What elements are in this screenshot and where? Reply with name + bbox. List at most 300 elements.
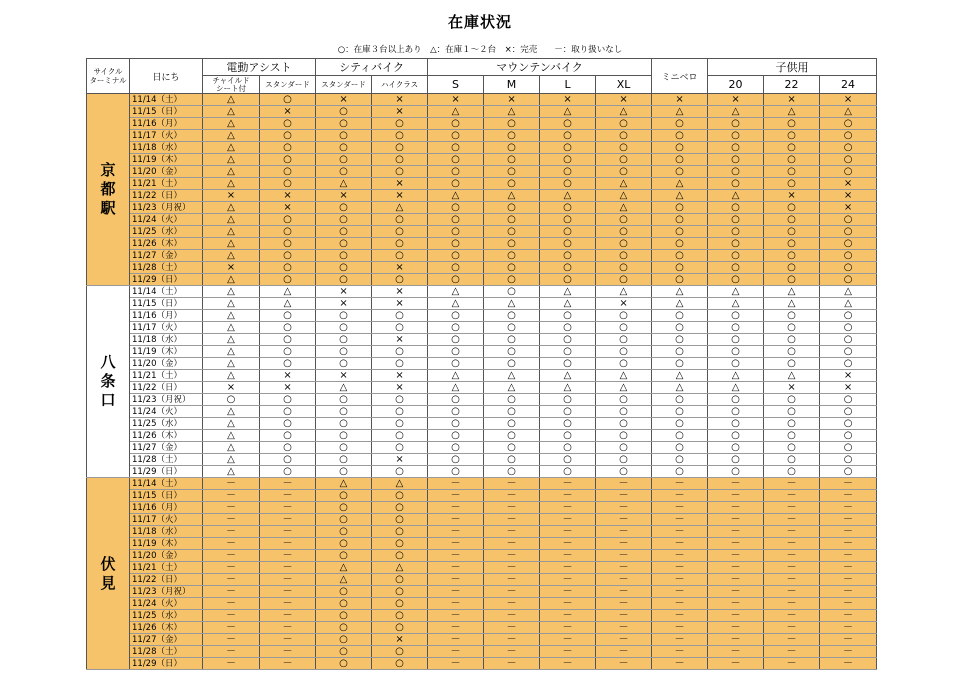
date-cell: 11/21（土） <box>130 562 203 574</box>
date-cell: 11/24（火） <box>130 406 203 418</box>
stock-cell: △ <box>484 370 540 382</box>
date-cell: 11/28（土） <box>130 454 203 466</box>
stock-cell: ○ <box>316 598 372 610</box>
stock-cell: △ <box>203 94 260 106</box>
stock-cell: － <box>596 526 652 538</box>
stock-cell: ○ <box>820 334 877 346</box>
stock-cell: △ <box>316 178 372 190</box>
sub-header-child-seat: チャイルド シート付 <box>203 76 260 94</box>
table-row <box>87 142 877 154</box>
stock-cell: － <box>260 550 316 562</box>
stock-cell: ○ <box>764 442 820 454</box>
table-row <box>87 466 877 478</box>
sub-header-size-s: S <box>428 76 484 94</box>
stock-cell: × <box>372 634 428 646</box>
table-row <box>87 562 877 574</box>
stock-cell: － <box>484 514 540 526</box>
stock-cell: ○ <box>764 262 820 274</box>
stock-cell: ○ <box>652 130 708 142</box>
stock-cell: × <box>316 298 372 310</box>
stock-cell: ○ <box>596 214 652 226</box>
stock-cell: ○ <box>260 118 316 130</box>
stock-cell: △ <box>203 178 260 190</box>
stock-cell: － <box>820 574 877 586</box>
stock-cell: － <box>484 538 540 550</box>
stock-cell: △ <box>652 178 708 190</box>
stock-cell: ○ <box>484 430 540 442</box>
date-cell: 11/26（木） <box>130 238 203 250</box>
sub-header-high-class: ハイクラス <box>372 76 428 94</box>
stock-cell: ○ <box>316 358 372 370</box>
stock-cell: － <box>820 526 877 538</box>
stock-cell: ○ <box>820 418 877 430</box>
stock-cell: － <box>708 538 764 550</box>
terminal-name <box>87 94 130 286</box>
stock-cell: ○ <box>708 142 764 154</box>
stock-cell: ○ <box>484 226 540 238</box>
table-row <box>87 190 877 202</box>
stock-cell: ○ <box>820 394 877 406</box>
stock-cell: ○ <box>428 310 484 322</box>
stock-cell: － <box>203 562 260 574</box>
stock-cell: ○ <box>260 238 316 250</box>
stock-cell: ○ <box>820 214 877 226</box>
stock-cell: ○ <box>540 358 596 370</box>
stock-cell: － <box>428 514 484 526</box>
stock-cell: － <box>708 574 764 586</box>
stock-cell: △ <box>372 562 428 574</box>
stock-cell: △ <box>596 286 652 298</box>
stock-cell: × <box>484 94 540 106</box>
stock-cell: △ <box>540 382 596 394</box>
stock-cell: ○ <box>820 154 877 166</box>
stock-cell: ○ <box>652 166 708 178</box>
stock-cell: ○ <box>764 322 820 334</box>
stock-cell: × <box>316 94 372 106</box>
stock-cell: － <box>820 562 877 574</box>
date-cell: 11/18（水） <box>130 526 203 538</box>
stock-cell: ○ <box>428 130 484 142</box>
stock-cell: ○ <box>708 346 764 358</box>
date-cell: 11/16（月） <box>130 310 203 322</box>
table-row <box>87 94 877 106</box>
date-cell: 11/14（土） <box>130 478 203 490</box>
stock-cell: ○ <box>260 142 316 154</box>
stock-cell: ○ <box>372 610 428 622</box>
stock-cell: × <box>652 94 708 106</box>
stock-cell: ○ <box>428 118 484 130</box>
stock-cell: ○ <box>820 454 877 466</box>
stock-cell: ○ <box>372 430 428 442</box>
terminal-name <box>87 478 130 670</box>
stock-cell: △ <box>596 370 652 382</box>
stock-cell: － <box>540 598 596 610</box>
date-cell: 11/17（火） <box>130 130 203 142</box>
table-row <box>87 550 877 562</box>
stock-cell: ○ <box>372 658 428 670</box>
date-cell: 11/25（水） <box>130 610 203 622</box>
stock-cell: ○ <box>540 406 596 418</box>
stock-cell: ○ <box>372 550 428 562</box>
table-row <box>87 478 877 490</box>
stock-cell: △ <box>428 106 484 118</box>
stock-cell: ○ <box>764 238 820 250</box>
stock-cell: △ <box>596 106 652 118</box>
stock-cell: ○ <box>596 226 652 238</box>
stock-cell: － <box>203 586 260 598</box>
group-header-kids: 子供用 <box>708 59 877 76</box>
stock-cell: － <box>708 490 764 502</box>
stock-cell: ○ <box>484 118 540 130</box>
stock-cell: ○ <box>316 622 372 634</box>
stock-cell: ○ <box>820 250 877 262</box>
stock-cell: － <box>260 658 316 670</box>
stock-cell: ○ <box>540 430 596 442</box>
stock-cell: － <box>596 586 652 598</box>
stock-cell: ○ <box>652 418 708 430</box>
stock-cell: ○ <box>540 142 596 154</box>
stock-cell: － <box>764 514 820 526</box>
terminal-name <box>87 286 130 478</box>
stock-cell: ○ <box>596 118 652 130</box>
stock-cell: ○ <box>484 394 540 406</box>
stock-cell: － <box>260 526 316 538</box>
stock-cell: ○ <box>540 118 596 130</box>
stock-cell: ○ <box>484 250 540 262</box>
stock-cell: △ <box>203 370 260 382</box>
stock-cell: ○ <box>540 346 596 358</box>
stock-cell: × <box>820 382 877 394</box>
stock-cell: ○ <box>820 406 877 418</box>
stock-cell: － <box>652 634 708 646</box>
stock-cell: － <box>820 514 877 526</box>
table-row <box>87 130 877 142</box>
stock-cell: ○ <box>540 466 596 478</box>
stock-cell: △ <box>428 370 484 382</box>
stock-cell: － <box>764 574 820 586</box>
stock-cell: △ <box>203 238 260 250</box>
stock-cell: △ <box>260 286 316 298</box>
table-row <box>87 238 877 250</box>
stock-cell: × <box>372 286 428 298</box>
stock-cell: ○ <box>484 154 540 166</box>
stock-cell: ○ <box>316 226 372 238</box>
date-cell: 11/28（土） <box>130 262 203 274</box>
date-cell: 11/22（日） <box>130 382 203 394</box>
stock-cell: － <box>428 574 484 586</box>
date-cell: 11/22（日） <box>130 190 203 202</box>
date-cell: 11/24（火） <box>130 214 203 226</box>
table-row <box>87 166 877 178</box>
stock-cell: △ <box>708 298 764 310</box>
stock-cell: △ <box>596 178 652 190</box>
stock-cell: ○ <box>316 238 372 250</box>
stock-cell: △ <box>203 454 260 466</box>
stock-cell: ○ <box>260 322 316 334</box>
sub-header-size-xl: XL <box>596 76 652 94</box>
stock-cell: ○ <box>372 514 428 526</box>
stock-cell: ○ <box>372 322 428 334</box>
stock-cell: － <box>764 490 820 502</box>
table-row <box>87 262 877 274</box>
stock-cell: － <box>708 658 764 670</box>
stock-cell: ○ <box>316 394 372 406</box>
stock-cell: ○ <box>708 334 764 346</box>
stock-cell: △ <box>203 334 260 346</box>
stock-cell: － <box>820 478 877 490</box>
stock-cell: ○ <box>596 334 652 346</box>
stock-cell: － <box>596 574 652 586</box>
stock-cell: △ <box>652 286 708 298</box>
stock-cell: △ <box>428 190 484 202</box>
stock-cell: ○ <box>652 142 708 154</box>
stock-cell: ○ <box>540 214 596 226</box>
date-cell: 11/29（日） <box>130 466 203 478</box>
stock-cell: △ <box>203 322 260 334</box>
stock-cell: ○ <box>540 262 596 274</box>
stock-cell: － <box>708 586 764 598</box>
stock-cell: △ <box>652 106 708 118</box>
stock-cell: ○ <box>260 406 316 418</box>
stock-cell: ○ <box>596 262 652 274</box>
table-row <box>87 346 877 358</box>
stock-cell: － <box>764 478 820 490</box>
stock-cell: ○ <box>316 334 372 346</box>
stock-cell: － <box>596 562 652 574</box>
date-cell: 11/23（月祝） <box>130 586 203 598</box>
stock-cell: ○ <box>428 154 484 166</box>
stock-cell: － <box>540 658 596 670</box>
stock-cell: ○ <box>540 154 596 166</box>
date-cell: 11/20（金） <box>130 166 203 178</box>
stock-cell: ○ <box>764 202 820 214</box>
stock-cell: × <box>260 106 316 118</box>
stock-cell: ○ <box>708 310 764 322</box>
stock-cell: ○ <box>260 358 316 370</box>
terminal-name-label: 八条口 <box>100 353 116 409</box>
stock-cell: ○ <box>484 166 540 178</box>
stock-cell: ○ <box>652 310 708 322</box>
stock-cell: － <box>764 502 820 514</box>
stock-cell: ○ <box>764 118 820 130</box>
table-row <box>87 586 877 598</box>
stock-cell: － <box>484 634 540 646</box>
stock-cell: － <box>652 538 708 550</box>
stock-cell: △ <box>820 298 877 310</box>
table-row <box>87 226 877 238</box>
sub-header-kids-20: 20 <box>708 76 764 94</box>
stock-cell: △ <box>203 298 260 310</box>
stock-cell: － <box>260 490 316 502</box>
sub-header-size-l: L <box>540 76 596 94</box>
table-row <box>87 274 877 286</box>
stock-cell: △ <box>484 190 540 202</box>
stock-cell: － <box>540 550 596 562</box>
stock-cell: － <box>203 634 260 646</box>
stock-cell: ○ <box>428 214 484 226</box>
stock-cell: ○ <box>372 154 428 166</box>
stock-cell: ○ <box>708 130 764 142</box>
stock-cell: ○ <box>764 178 820 190</box>
stock-cell: ○ <box>820 358 877 370</box>
stock-cell: － <box>203 574 260 586</box>
stock-cell: ○ <box>764 406 820 418</box>
stock-cell: － <box>484 478 540 490</box>
stock-cell: ○ <box>260 154 316 166</box>
stock-cell: ○ <box>540 274 596 286</box>
stock-cell: － <box>708 622 764 634</box>
stock-cell: △ <box>764 106 820 118</box>
stock-cell: ○ <box>372 502 428 514</box>
date-cell: 11/16（月） <box>130 118 203 130</box>
legend: ○：在庫３台以上あり △：在庫１～２台 ×：完売 －：取り扱いなし <box>337 45 623 55</box>
stock-cell: ○ <box>708 406 764 418</box>
stock-cell: － <box>820 586 877 598</box>
stock-cell: × <box>372 262 428 274</box>
stock-cell: － <box>484 646 540 658</box>
stock-cell: － <box>260 622 316 634</box>
date-cell: 11/24（火） <box>130 598 203 610</box>
stock-cell: △ <box>484 382 540 394</box>
stock-cell: ○ <box>428 202 484 214</box>
stock-cell: ○ <box>428 466 484 478</box>
stock-cell: － <box>820 646 877 658</box>
stock-cell: ○ <box>764 310 820 322</box>
stock-cell: × <box>316 286 372 298</box>
stock-cell: ○ <box>372 466 428 478</box>
sub-header-standard: スタンダード <box>316 76 372 94</box>
stock-cell: ○ <box>428 430 484 442</box>
table-row <box>87 286 877 298</box>
stock-cell: ○ <box>260 334 316 346</box>
stock-cell: ○ <box>708 274 764 286</box>
stock-cell: ○ <box>316 490 372 502</box>
stock-cell: ○ <box>316 214 372 226</box>
stock-cell: ○ <box>708 262 764 274</box>
stock-cell: ○ <box>316 262 372 274</box>
stock-cell: － <box>596 538 652 550</box>
stock-cell: － <box>652 586 708 598</box>
stock-cell: ○ <box>596 274 652 286</box>
stock-cell: ○ <box>764 274 820 286</box>
stock-cell: ○ <box>372 538 428 550</box>
stock-cell: － <box>428 550 484 562</box>
date-cell: 11/16（月） <box>130 502 203 514</box>
stock-cell: ○ <box>316 106 372 118</box>
stock-cell: ○ <box>708 466 764 478</box>
stock-cell: ○ <box>484 442 540 454</box>
stock-cell: ○ <box>316 646 372 658</box>
stock-cell: × <box>540 94 596 106</box>
stock-cell: － <box>428 538 484 550</box>
stock-cell: ○ <box>372 418 428 430</box>
stock-cell: － <box>428 490 484 502</box>
stock-cell: ○ <box>764 154 820 166</box>
stock-cell: － <box>596 598 652 610</box>
terminal-header: サイクル ターミナル <box>87 59 130 94</box>
stock-cell: △ <box>652 190 708 202</box>
date-cell: 11/15（日） <box>130 298 203 310</box>
stock-cell: － <box>540 562 596 574</box>
stock-cell: ○ <box>372 586 428 598</box>
stock-cell: ○ <box>428 142 484 154</box>
stock-cell: ○ <box>260 442 316 454</box>
stock-cell: ○ <box>316 526 372 538</box>
stock-cell: ○ <box>484 214 540 226</box>
table-row <box>87 418 877 430</box>
stock-cell: ○ <box>372 346 428 358</box>
stock-cell: － <box>260 514 316 526</box>
stock-cell: × <box>820 178 877 190</box>
stock-cell: ○ <box>372 226 428 238</box>
date-cell: 11/29（日） <box>130 274 203 286</box>
stock-cell: △ <box>372 478 428 490</box>
stock-cell: － <box>764 598 820 610</box>
stock-cell: ○ <box>652 346 708 358</box>
stock-cell: ○ <box>484 262 540 274</box>
stock-cell: ○ <box>316 550 372 562</box>
stock-cell: ○ <box>372 574 428 586</box>
stock-cell: △ <box>203 106 260 118</box>
stock-cell: － <box>596 646 652 658</box>
stock-cell: × <box>372 454 428 466</box>
stock-cell: － <box>484 598 540 610</box>
stock-cell: ○ <box>316 430 372 442</box>
stock-cell: － <box>596 514 652 526</box>
stock-cell: － <box>203 610 260 622</box>
stock-cell: － <box>203 646 260 658</box>
stock-cell: ○ <box>820 142 877 154</box>
stock-cell: ○ <box>428 394 484 406</box>
stock-cell: △ <box>708 190 764 202</box>
stock-cell: ○ <box>316 322 372 334</box>
stock-cell: － <box>596 622 652 634</box>
stock-cell: － <box>708 610 764 622</box>
stock-cell: ○ <box>260 166 316 178</box>
stock-cell: ○ <box>596 322 652 334</box>
stock-cell: ○ <box>316 466 372 478</box>
stock-cell: － <box>540 574 596 586</box>
stock-cell: ○ <box>652 202 708 214</box>
stock-cell: － <box>428 658 484 670</box>
date-cell: 11/20（金） <box>130 358 203 370</box>
stock-cell: ○ <box>428 274 484 286</box>
stock-cell: ○ <box>316 142 372 154</box>
stock-cell: ○ <box>484 406 540 418</box>
stock-cell: ○ <box>820 166 877 178</box>
stock-cell: － <box>708 562 764 574</box>
stock-cell: ○ <box>652 322 708 334</box>
stock-cell: － <box>540 526 596 538</box>
stock-cell: △ <box>372 202 428 214</box>
stock-cell: － <box>764 610 820 622</box>
stock-cell: － <box>652 646 708 658</box>
stock-cell: × <box>372 94 428 106</box>
stock-cell: △ <box>316 574 372 586</box>
table-row <box>87 382 877 394</box>
date-cell: 11/18（水） <box>130 334 203 346</box>
group-header-e-assist: 電動アシスト <box>203 59 316 76</box>
stock-cell: － <box>764 538 820 550</box>
date-cell: 11/19（木） <box>130 346 203 358</box>
table-row <box>87 538 877 550</box>
stock-cell: － <box>203 538 260 550</box>
stock-cell: × <box>764 382 820 394</box>
stock-cell: ○ <box>596 394 652 406</box>
stock-cell: － <box>203 622 260 634</box>
stock-cell: － <box>596 502 652 514</box>
stock-cell: ○ <box>260 214 316 226</box>
